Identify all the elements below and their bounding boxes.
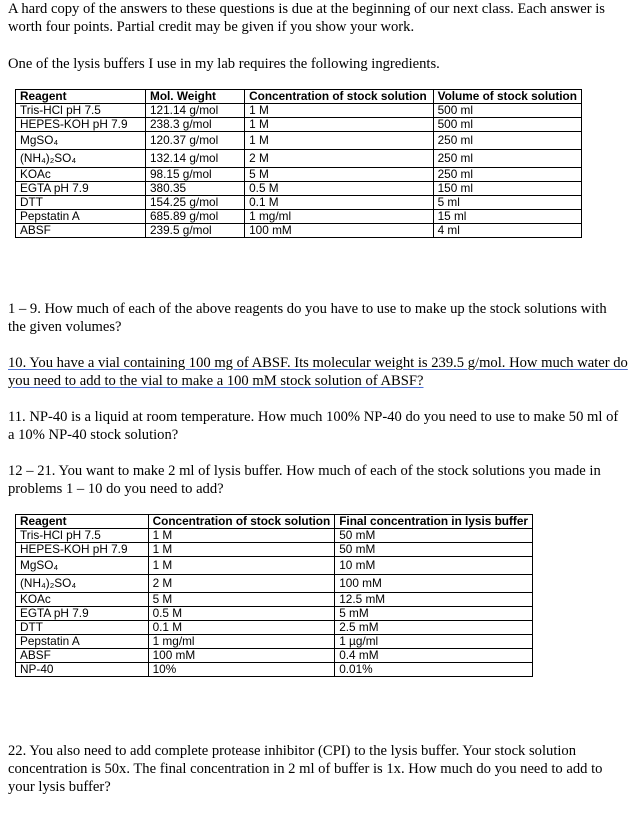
table-row xyxy=(16,575,533,593)
table-cell: 5 M xyxy=(148,593,335,607)
table-cell: 1 M xyxy=(245,132,433,150)
table-cell: 100 mM xyxy=(148,649,335,663)
table-cell: Tris-HCl pH 7.5 xyxy=(16,104,146,118)
lysis-table xyxy=(15,514,533,677)
table-cell: 685.89 g/mol xyxy=(146,210,245,224)
lead-paragraph: One of the lysis buffers I use in my lab requires the following ingredients. xyxy=(8,56,440,72)
table-row xyxy=(16,593,533,607)
table-cell: 250 ml xyxy=(433,132,581,150)
table-cell: EGTA pH 7.9 xyxy=(16,607,149,621)
table-cell: Pepstatin A xyxy=(16,635,149,649)
table-row xyxy=(16,150,582,168)
table-cell: 100 mM xyxy=(335,575,533,593)
table-cell: 15 ml xyxy=(433,210,581,224)
table-cell: Pepstatin A xyxy=(16,210,146,224)
table-cell: 5 M xyxy=(245,168,433,182)
table-cell: 250 ml xyxy=(433,168,581,182)
table-row xyxy=(16,649,533,663)
question-11: 11. NP-40 is a liquid at room temperature. How much 100% NP-40 do you need to use to make 50 ml of a 10% NP-40 stock solution? xyxy=(8,409,619,443)
table-row xyxy=(16,132,582,150)
table-cell: KOAc xyxy=(16,168,146,182)
question-1-9: 1 – 9. How much of each of the above reagents do you have to use to make up the stock solutions with the given volumes? xyxy=(8,301,607,335)
table-cell: 5 mM xyxy=(335,607,533,621)
table-cell: 50 mM xyxy=(335,529,533,543)
table-cell: 0.5 M xyxy=(245,182,433,196)
table-cell: 120.37 g/mol xyxy=(146,132,245,150)
table-cell: 10 mM xyxy=(335,557,533,575)
table-cell: ABSF xyxy=(16,649,149,663)
table-cell: MgSO₄ xyxy=(16,132,146,150)
table-cell: 1 µg/ml xyxy=(335,635,533,649)
table-cell: 380.35 xyxy=(146,182,245,196)
table-cell: 1 M xyxy=(148,543,335,557)
table-cell: 238.3 g/mol xyxy=(146,118,245,132)
table-cell: EGTA pH 7.9 xyxy=(16,182,146,196)
table-cell: 0.4 mM xyxy=(335,649,533,663)
table-row xyxy=(16,182,582,196)
table-cell: (NH₄)₂SO₄ xyxy=(16,575,149,593)
table-row xyxy=(16,210,582,224)
table-cell: 2.5 mM xyxy=(335,621,533,635)
table-cell: 1 M xyxy=(148,557,335,575)
table-row xyxy=(16,104,582,118)
question-22: 22. You also need to add complete protease inhibitor (CPI) to the lysis buffer. Your stock solution concentration is 50x. The final concentration in 2 ml of buffer is 1x. How much do you need to add to your lysis buffer? xyxy=(8,743,603,795)
column-header: Concentration of stock solution xyxy=(245,90,433,104)
table-cell: 250 ml xyxy=(433,150,581,168)
table-cell: 10% xyxy=(148,663,335,677)
table-row xyxy=(16,118,582,132)
column-header: Volume of stock solution xyxy=(433,90,581,104)
table-cell: 12.5 mM xyxy=(335,593,533,607)
table-cell: 1 M xyxy=(245,118,433,132)
column-header: Reagent xyxy=(16,90,146,104)
table-cell: 1 M xyxy=(148,529,335,543)
table-cell: 239.5 g/mol xyxy=(146,224,245,238)
table-cell: 1 M xyxy=(245,104,433,118)
table-cell: 1 mg/ml xyxy=(245,210,433,224)
table-cell: ABSF xyxy=(16,224,146,238)
table-cell: KOAc xyxy=(16,593,149,607)
table-cell: 50 mM xyxy=(335,543,533,557)
table-row xyxy=(16,196,582,210)
table-row xyxy=(16,607,533,621)
table-row xyxy=(16,543,533,557)
table-cell: 0.1 M xyxy=(148,621,335,635)
column-header: Reagent xyxy=(16,515,149,529)
table-cell: 132.14 g/mol xyxy=(146,150,245,168)
table-cell: 98.15 g/mol xyxy=(146,168,245,182)
table-cell: HEPES-KOH pH 7.9 xyxy=(16,118,146,132)
column-header: Concentration of stock solution xyxy=(148,515,335,529)
table-row xyxy=(16,663,533,677)
table-row xyxy=(16,621,533,635)
table-row xyxy=(16,168,582,182)
table-cell: 121.14 g/mol xyxy=(146,104,245,118)
table-cell: NP-40 xyxy=(16,663,149,677)
table-row xyxy=(16,224,582,238)
intro-paragraph: A hard copy of the answers to these questions is due at the beginning of our next class. Each answer is worth four points. Partial credit may be given if you show your work. xyxy=(8,1,605,35)
table-cell: 150 ml xyxy=(433,182,581,196)
table-cell: 100 mM xyxy=(245,224,433,238)
stock-table xyxy=(15,89,582,238)
table-cell: 2 M xyxy=(245,150,433,168)
table-cell: 1 mg/ml xyxy=(148,635,335,649)
table-cell: 0.01% xyxy=(335,663,533,677)
table-cell: Tris-HCl pH 7.5 xyxy=(16,529,149,543)
question-12-21: 12 – 21. You want to make 2 ml of lysis buffer. How much of each of the stock solutions you made in problems 1 – 10 do you need to add? xyxy=(8,463,601,497)
table-cell: 0.1 M xyxy=(245,196,433,210)
table-row xyxy=(16,635,533,649)
table-cell: DTT xyxy=(16,621,149,635)
table-cell: 4 ml xyxy=(433,224,581,238)
table-cell: DTT xyxy=(16,196,146,210)
table-cell: 5 ml xyxy=(433,196,581,210)
table-row xyxy=(16,557,533,575)
question-10: 10. You have a vial containing 100 mg of ABSF. Its molecular weight is 239.5 g/mol. How much water do you need to add to the vial to make a 100 mM stock solution of ABSF? xyxy=(8,355,628,389)
table-cell: 500 ml xyxy=(433,118,581,132)
table-cell: 2 M xyxy=(148,575,335,593)
table-row xyxy=(16,529,533,543)
table-cell: 154.25 g/mol xyxy=(146,196,245,210)
column-header: Mol. Weight xyxy=(146,90,245,104)
table-cell: 0.5 M xyxy=(148,607,335,621)
column-header: Final concentration in lysis buffer xyxy=(335,515,533,529)
table-cell: 500 ml xyxy=(433,104,581,118)
table-cell: (NH₄)₂SO₄ xyxy=(16,150,146,168)
table-cell: HEPES-KOH pH 7.9 xyxy=(16,543,149,557)
table-cell: MgSO₄ xyxy=(16,557,149,575)
